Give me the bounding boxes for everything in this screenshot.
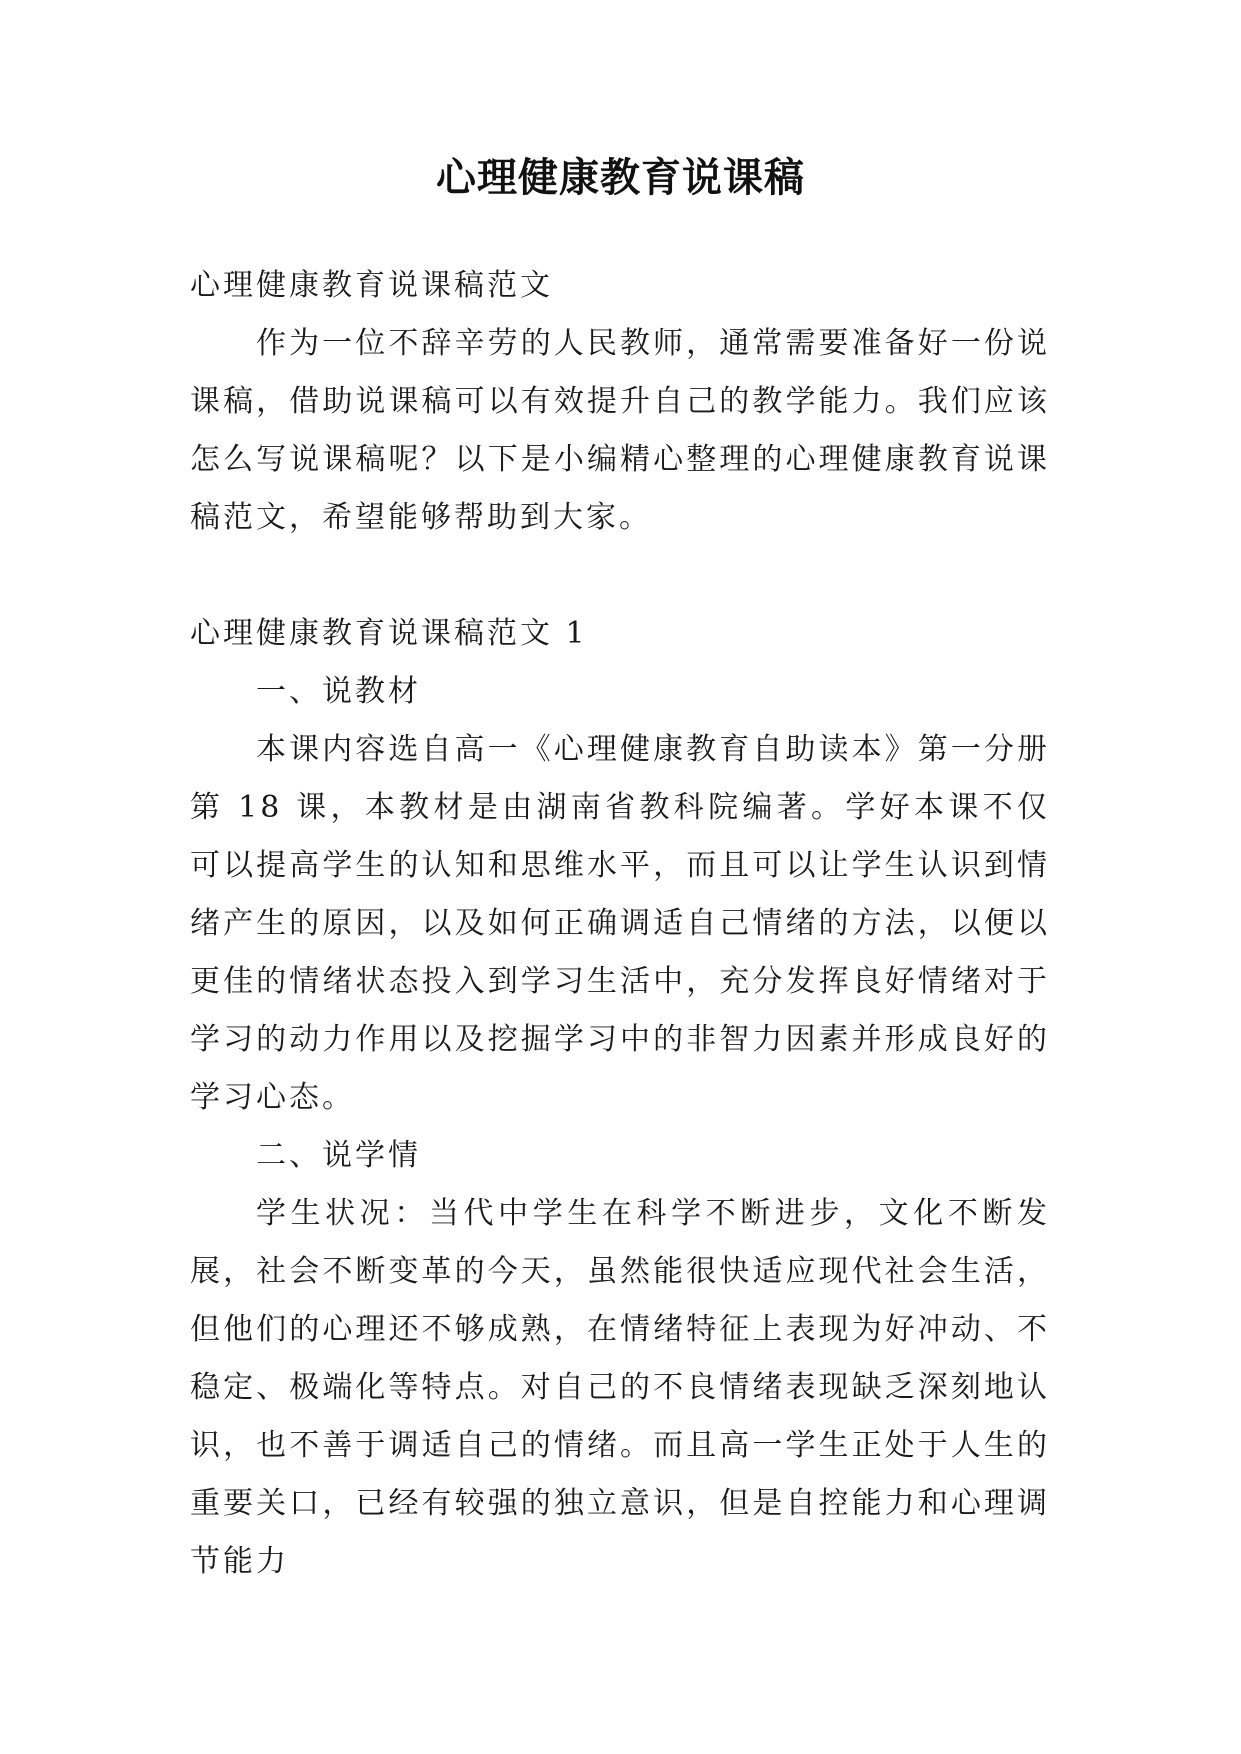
part2-paragraph: 学生状况：当代中学生在科学不断进步，文化不断发展，社会不断变革的今天，虽然能很快适应现代社会生活，但他们的心理还不够成熟，在情绪特征上表现为好冲动、不稳定、极端化等特点。对自己的不良情绪表现缺乏深刻地认识，也不善于调适自己的情绪。而且高一学生正处于人生的重要关口，已经有较强的独立意识，但是自控能力和心理调节能力 [190,1196,1050,1579]
paragraph-spacer [190,547,1050,605]
part1-paragraph: 本课内容选自高一《心理健康教育自助读本》第一分册第 18 课，本教材是由湖南省教科院编著。学好本课不仅可以提高学生的认知和思维水平，而且可以让学生认识到情绪产生的原因，以及如何正确调适自己情绪的方法，以便以更佳的情绪状态投入到学习生活中，充分发挥良好情绪对于学习的动力作用以及挖掘学习中的非智力因素并形成良好的学习心态。 [190,732,1050,1115]
part2-heading: 二、说学情 [256,1138,421,1173]
section-title: 心理健康教育说课稿范文 1 [190,616,588,651]
part1-heading: 一、说教材 [256,674,421,709]
document-subtitle: 心理健康教育说课稿范文 [190,268,553,303]
document-title: 心理健康教育说课稿 [436,154,805,201]
document-body [190,257,1050,1591]
intro-paragraph: 作为一位不辞辛劳的人民教师，通常需要准备好一份说课稿，借助说课稿可以有效提升自己的教学能力。我们应该怎么写说课稿呢？以下是小编精心整理的心理健康教育说课稿范文，希望能够帮助到大家。 [190,326,1050,535]
